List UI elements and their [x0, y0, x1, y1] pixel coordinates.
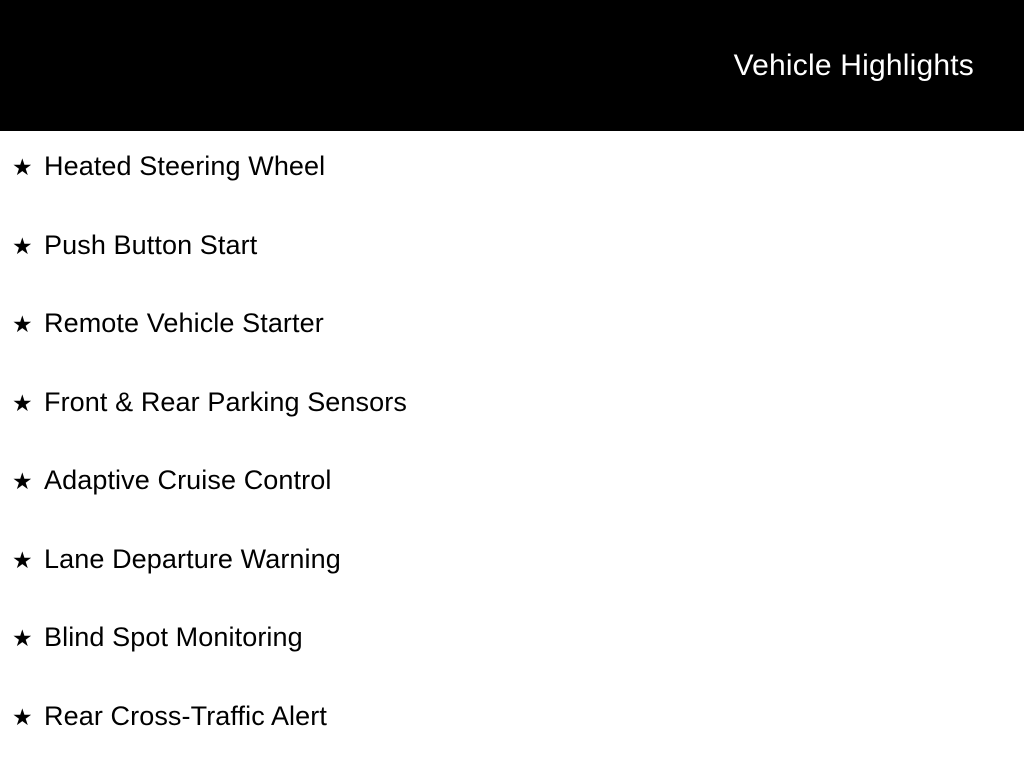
list-item-label: Remote Vehicle Starter: [44, 308, 324, 338]
list-item-label: Rear Cross-Traffic Alert: [44, 700, 327, 731]
list-item-label: Adaptive Cruise Control: [44, 465, 332, 495]
page-title: Vehicle Highlights: [733, 48, 974, 82]
list-item: [0, 467, 1024, 546]
list-item-label: Blind Spot Monitoring: [44, 622, 303, 652]
list-item-label: Heated Steering Wheel: [44, 151, 326, 181]
list-item: [0, 543, 1024, 625]
star-icon: ★: [12, 625, 33, 651]
list-item-label: Lane Departure Warning: [44, 543, 341, 574]
header-bar: [0, 0, 1024, 131]
list-item-label: Push Button Start: [44, 229, 258, 260]
list-item-label: Front & Rear Parking Sensors: [44, 386, 407, 417]
list-item: [0, 700, 1024, 768]
list-item: [0, 153, 1024, 232]
list-item: [0, 310, 1024, 389]
star-icon: ★: [12, 389, 33, 416]
list-item: [0, 229, 1024, 311]
star-icon: ★: [12, 232, 33, 259]
star-icon: ★: [12, 546, 33, 573]
star-icon: ★: [12, 154, 33, 180]
star-icon: ★: [12, 468, 33, 494]
star-icon: ★: [12, 703, 33, 730]
list-item: [0, 386, 1024, 468]
vehicle-highlights-list: [0, 131, 1024, 768]
list-item: [0, 624, 1024, 703]
star-icon: ★: [12, 311, 33, 337]
